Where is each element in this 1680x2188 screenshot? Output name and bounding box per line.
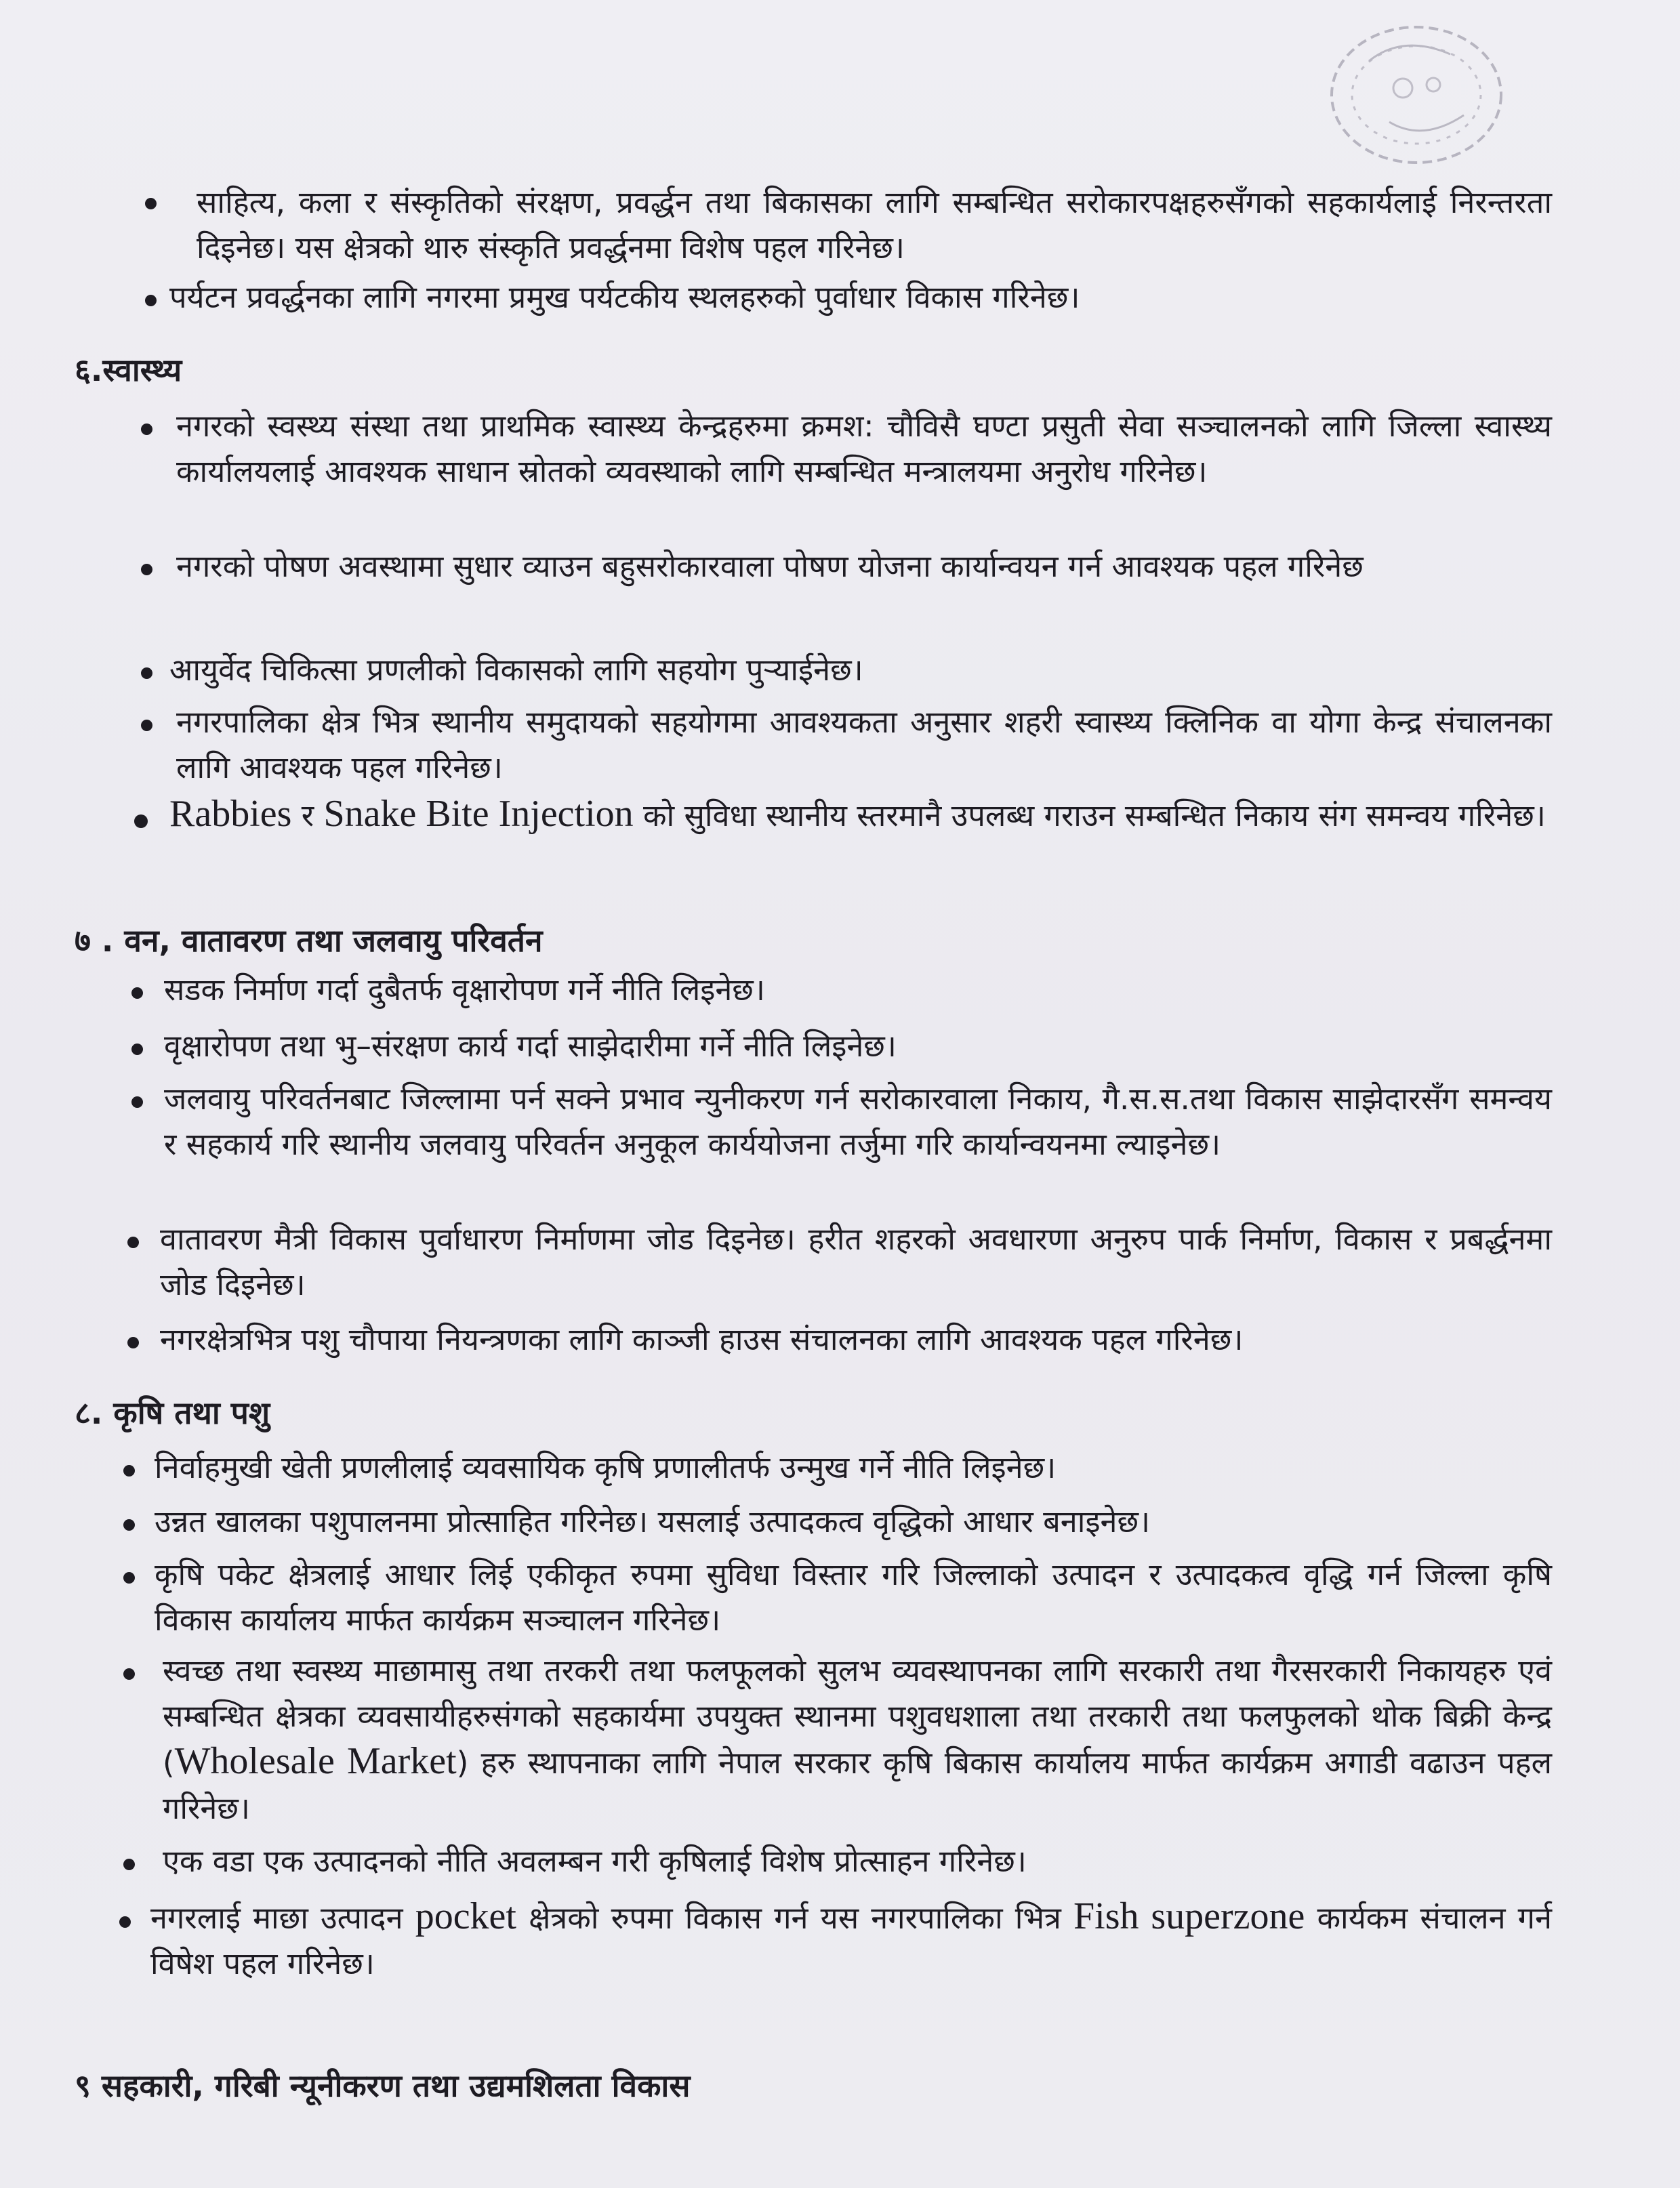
section-heading-cooperatives: ९ सहकारी, गरिबी न्यूनीकरण तथा उद्यमशिलता विकास <box>75 2067 691 2104</box>
list-item: नगरपालिका क्षेत्र भित्र स्थानीय समुदायको सहयोगमा आवश्यकता अनुसार शहरी स्वास्थ्य क्लिनिक वा योगा केन्द्र संचालनका लागि आवश्यक पहल गरिनेछ। <box>176 704 1552 785</box>
bullet-icon <box>145 198 157 209</box>
list-item: नगरको स्वस्थ्य संस्था तथा प्राथमिक स्वास्थ्य केन्द्रहरुमा क्रमश: चौविसै घण्टा प्रसुती सेवा सञ्चालनको लागि जिल्ला स्वास्थ्य कार्यालयलाई आवश्यक साधान स्रोतको व्यवस्थाको लागि सम्बन्धित मन्त्रालयमा अनुरोध गरिनेछ। <box>176 408 1553 489</box>
bullet-icon <box>123 1519 135 1531</box>
bullet-icon <box>141 564 152 575</box>
bullet-icon <box>123 1572 135 1584</box>
list-item: नगरक्षेत्रभित्र पशु चौपाया नियन्त्रणका लागि काञ्जी हाउस संचालनका लागि आवश्यक पहल गरिनेछ। <box>160 1321 1244 1357</box>
bullet-icon <box>131 987 143 999</box>
list-item: वातावरण मैत्री विकास पुर्वाधारण निर्माणमा जोड दिइनेछ। हरीत शहरको अवधारणा अनुरुप पार्क निर्माण, विकास र प्रबर्द्धनमा जोड दिइनेछ। <box>160 1221 1552 1302</box>
bullet-icon <box>141 424 152 435</box>
list-item: सडक निर्माण गर्दा दुबैतर्फ वृक्षारोपण गर्ने नीति लिइनेछ। <box>164 972 765 1008</box>
list-item: एक वडा एक उत्पादनको नीति अवलम्बन गरी कृषिलाई विशेष प्रोत्साहन गरिनेछ। <box>163 1843 1027 1879</box>
section-heading-agriculture: ८. कृषि तथा पशु <box>75 1395 270 1431</box>
list-item: उन्नत खालका पशुपालनमा प्रोत्साहित गरिनेछ। यसलाई उत्पादकत्व वृद्धिको आधार बनाइनेछ। <box>155 1504 1151 1540</box>
bullet-icon <box>131 1044 143 1055</box>
bullet-icon <box>123 1859 135 1870</box>
bullet-icon <box>123 1465 135 1477</box>
bullet-icon <box>123 1668 135 1680</box>
bullet-icon <box>145 295 157 306</box>
bullet-icon <box>127 1237 139 1248</box>
list-item: नगरको पोषण अवस्थामा सुधार व्याउन बहुसरोकारवाला पोषण योजना कार्यान्वयन गर्न आवश्यक पहल गरिनेछ <box>176 548 1364 584</box>
list-item: वृक्षारोपण तथा भु–संरक्षण कार्य गर्दा साझेदारीमा गर्ने नीति लिइनेछ। <box>164 1028 897 1064</box>
list-item: जलवायु परिवर्तनबाट जिल्लामा पर्न सक्ने प्रभाव न्युनीकरण गर्न सरोकारवाला निकाय, गै.स.स.तथा विकास साझेदारसँग समन्वय र सहकार्य गरि स्थानीय जलवायु परिवर्तन अनुकूल कार्ययोजना तर्जुमा गरि कार्यान्वयनमा ल्याइनेछ। <box>164 1081 1552 1162</box>
bullet-icon <box>134 814 148 828</box>
list-item: पर्यटन प्रवर्द्धनका लागि नगरमा प्रमुख पर्यटकीय स्थलहरुको पुर्वाधार विकास गरिनेछ। <box>169 279 1080 315</box>
section-heading-environment: ७ . वन, वातावरण तथा जलवायु परिवर्तन <box>75 922 543 959</box>
list-item: कृषि पकेट क्षेत्रलाई आधार लिई एकीकृत रुपमा सुविधा विस्तार गरि जिल्लाको उत्पादन र उत्पादकत्व वृद्धि गर्न जिल्ला कृषि विकास कार्यालय मार्फत कार्यक्रम सञ्चालन गरिनेछ। <box>155 1556 1552 1638</box>
bullet-icon <box>119 1916 131 1928</box>
list-item: नगरलाई माछा उत्पादन pocket क्षेत्रको रुपमा विकास गर्न यस नगरपालिका भित्र Fish superzone कार्यकम संचालन गर्न विषेश पहल गरिनेछ। <box>150 1895 1552 1981</box>
list-item: आयुर्वेद चिकित्सा प्रणलीको विकासको लागि सहयोग पुऱ्याईनेछ। <box>169 652 863 688</box>
bullet-icon <box>127 1337 139 1348</box>
list-item: निर्वाहमुखी खेती प्रणलीलाई व्यवसायिक कृषि प्रणालीतर्फ उन्मुख गर्ने नीति लिइनेछ। <box>155 1449 1057 1485</box>
list-item: Rabbies र Snake Bite Injection को सुविधा स्थानीय स्तरमानै उपलब्ध गराउन सम्बन्धित निकाय संग समन्वय गरिनेछ। <box>169 793 1546 835</box>
list-item: स्वच्छ तथा स्वस्थ्य माछामासु तथा तरकरी तथा फलफूलको सुलभ व्यवस्थापनका लागि सरकारी तथा गैरसरकारी निकायहरु एवं सम्बन्धित क्षेत्रका व्यवसायीहरुसंगको सहकार्यमा उपयुक्त स्थानमा पशुवधशाला तथा तरकारी तथा फलफुलको थोक बिक्री केन्द्र (Wholesale Market) हरु स्थापनाका लागि नेपाल सरकार कृषि बिकास कार्यालय मार्फत कार्यक्रम अगाडी वढाउन पहल गरिनेछ। <box>163 1653 1553 1826</box>
bullet-icon <box>141 667 152 679</box>
office-stamp-icon <box>1288 14 1511 203</box>
section-heading-health: ६.स्वास्थ्य <box>75 352 182 388</box>
bullet-icon <box>131 1096 143 1108</box>
list-item: साहित्य, कला र संस्कृतिको संरक्षण, प्रवर्द्धन तथा बिकासका लागि सम्बन्धित सरोकारपक्षहरुसँगको सहकार्यलाई निरन्तरता दिइनेछ। यस क्षेत्रको थारु संस्कृति प्रवर्द्धनमा विशेष पहल गरिनेछ। <box>197 184 1552 266</box>
bullet-icon <box>141 720 152 731</box>
